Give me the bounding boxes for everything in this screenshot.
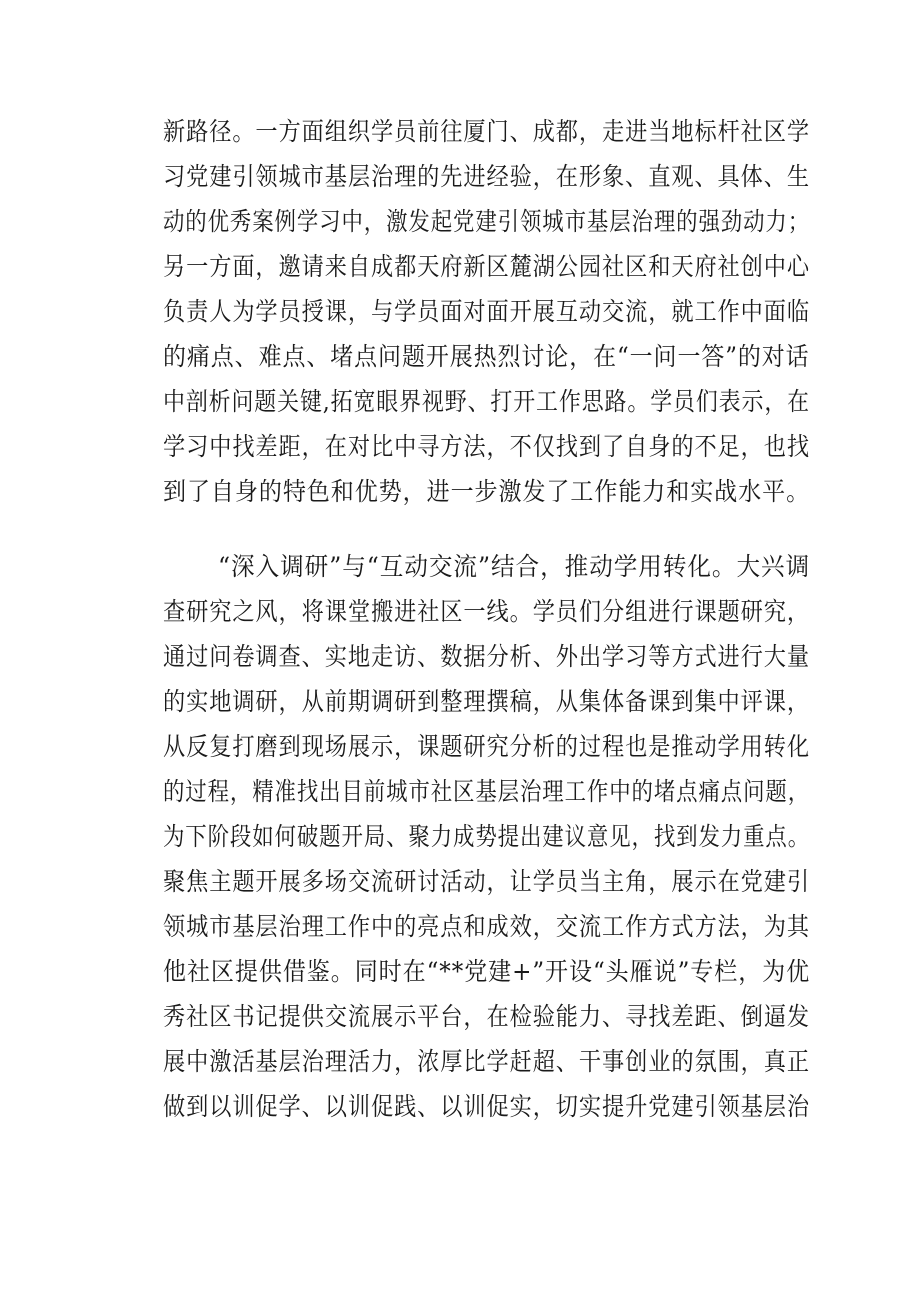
paragraph-2-line: 秀社区书记提供交流展示平台，在检验能力、寻找差距、倒逼发 <box>163 1002 810 1031</box>
paragraph-1-line: 习党建引领城市基层治理的先进经验，在形象、直观、具体、生 <box>163 162 810 191</box>
paragraph-2-line: 查研究之风，将课堂搬进社区一线。学员们分组进行课题研究， <box>163 597 810 626</box>
paragraph-2-line: “深入调研”与“互动交流”结合，推动学用转化。大兴调 <box>218 552 811 581</box>
paragraph-2-line: 从反复打磨到现场展示，课题研究分析的过程也是推动学用转化 <box>163 732 810 761</box>
paragraph-1-line: 新路径。一方面组织学员前往厦门、成都，走进当地标杆社区学 <box>163 117 810 146</box>
paragraph-2-line: 聚焦主题开展多场交流研讨活动，让学员当主角，展示在党建引 <box>163 867 810 896</box>
paragraph-2-line: 领城市基层治理工作中的亮点和成效，交流工作方式方法，为其 <box>163 912 810 941</box>
paragraph-2-line: 他社区提供借鉴。同时在“**党建+”开设“头雁说”专栏，为优 <box>163 957 811 986</box>
paragraph-1-line: 学习中找差距，在对比中寻方法，不仅找到了自身的不足，也找 <box>163 432 810 461</box>
paragraph-1-line: 中剖析问题关键,拓宽眼界视野、打开工作思路。学员们表示，在 <box>163 387 810 416</box>
paragraph-1-line: 到了自身的特色和优势，进一步激发了工作能力和实战水平。 <box>163 477 811 506</box>
paragraph-2-line: 展中激活基层治理活力，浓厚比学赶超、干事创业的氛围，真正 <box>163 1047 810 1076</box>
paragraph-1-line: 动的优秀案例学习中，激发起党建引领城市基层治理的强劲动力； <box>163 207 811 236</box>
paragraph-2-line: 的实地调研，从前期调研到整理撰稿，从集体备课到集中评课， <box>163 687 810 716</box>
paragraph-2-line: 为下阶段如何破题开局、聚力成势提出建议意见，找到发力重点。 <box>163 822 811 851</box>
paragraph-2-line: 的过程，精准找出目前城市社区基层治理工作中的堵点痛点问题， <box>163 777 811 806</box>
paragraph-1-line: 负责人为学员授课，与学员面对面开展互动交流，就工作中面临 <box>163 297 810 326</box>
paragraph-1-line: 另一方面，邀请来自成都天府新区麓湖公园社区和天府社创中心 <box>163 252 810 281</box>
paragraph-2-line: 做到以训促学、以训促践、以训促实，切实提升党建引领基层治 <box>163 1092 810 1121</box>
paragraph-2-line: 通过问卷调查、实地走访、数据分析、外出学习等方式进行大量 <box>163 642 810 671</box>
paragraph-1-line: 的痛点、难点、堵点问题开展热烈讨论，在“一问一答”的对话 <box>163 342 810 371</box>
